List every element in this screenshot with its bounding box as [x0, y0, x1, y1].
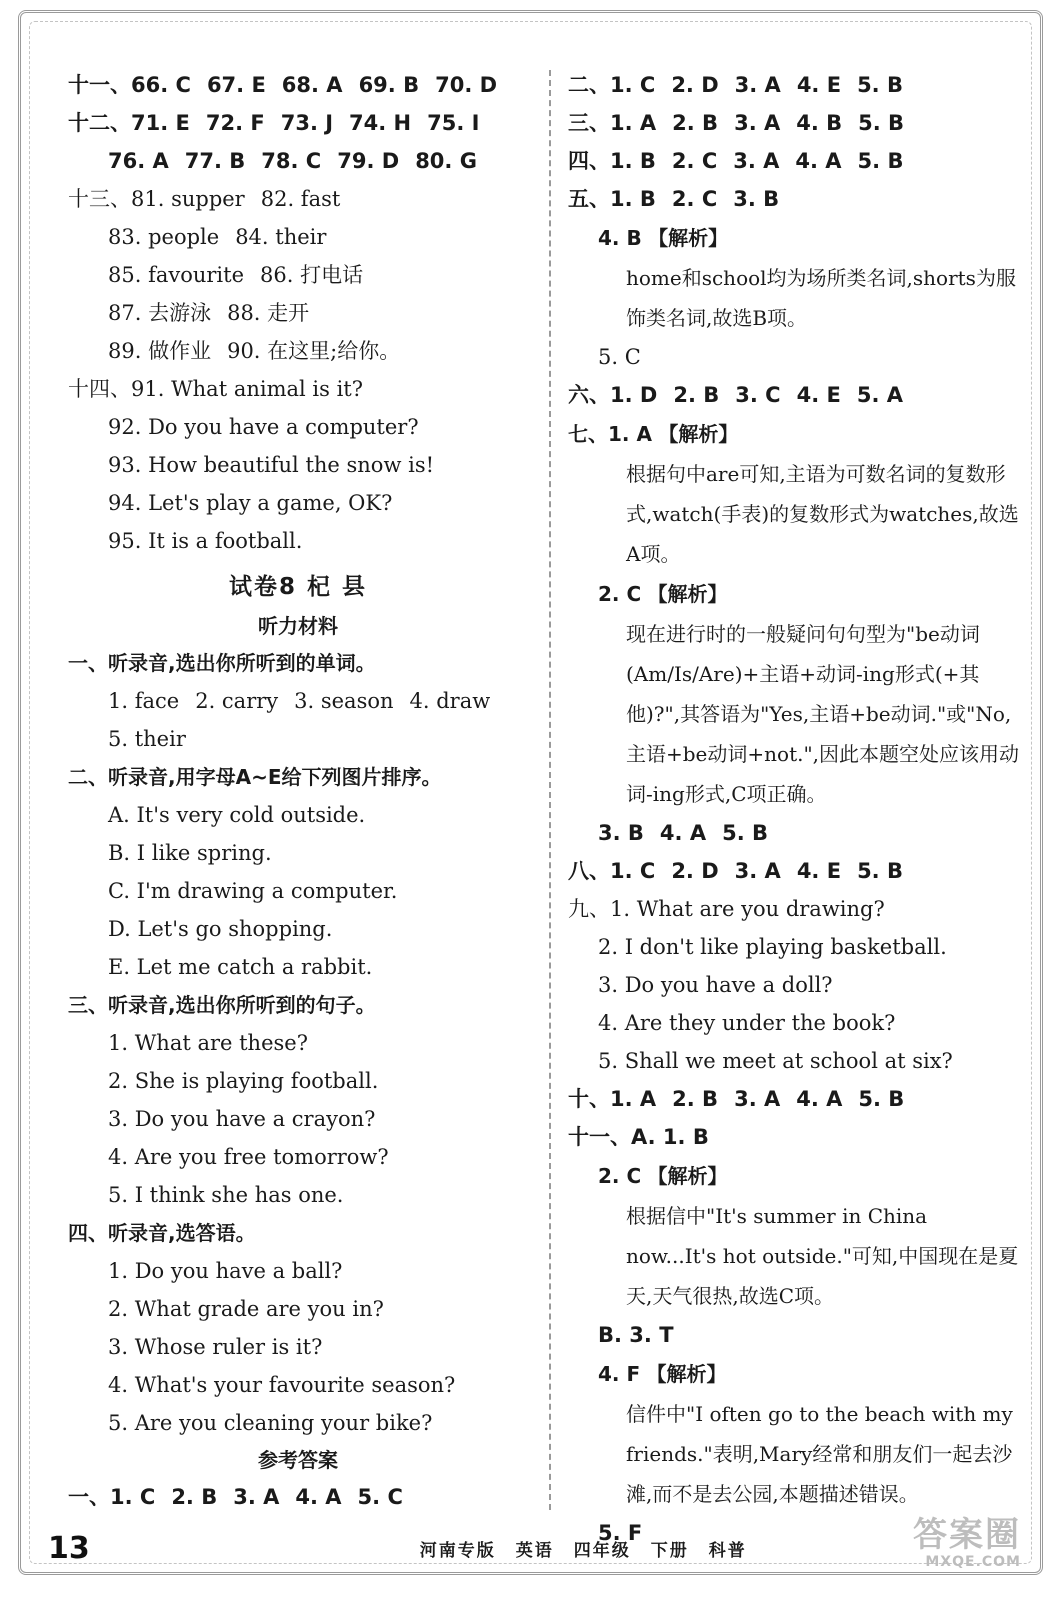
listening-title: 听力材料: [258, 614, 338, 638]
watermark-url: MXQE.COM: [925, 1554, 1021, 1570]
explanation-answer: 4. B: [598, 226, 642, 250]
answer: 5. B: [857, 859, 903, 883]
answer-1: 一、1. C: [68, 1485, 156, 1509]
answer-73: 73. J: [280, 111, 334, 135]
s4-item: 2. What grade are you in?: [108, 1297, 384, 1321]
answer: 4. A: [796, 1087, 843, 1111]
s1-item: 5. their: [108, 727, 186, 751]
answer: 2. D: [671, 859, 719, 883]
s3-item: 3. Do you have a crayon?: [108, 1107, 376, 1131]
answer: 2. B: [672, 111, 719, 135]
answer: 八、1. C: [568, 859, 656, 883]
answer: 3. A: [734, 111, 781, 135]
answer-77: 77. B: [184, 149, 246, 173]
answer-69: 69. B: [358, 73, 420, 97]
answer: 5. A: [856, 383, 903, 407]
answer: 十一、A. 1. B: [568, 1125, 709, 1149]
explanation-tag: 【解析】: [646, 1362, 727, 1386]
answer-4: 4. A: [295, 1485, 342, 1509]
answer-5: 5. C: [357, 1485, 403, 1509]
answer-87: 87. 去游泳: [108, 301, 212, 325]
s2-item: B. I like spring.: [108, 841, 272, 865]
page-number: 13: [48, 1530, 90, 1566]
right-column: [568, 66, 1028, 1555]
explanation-text: 根据信中"It's summer in China now...It's hot outside."可知,中国现在是夏天,天气很热,故选C项。: [626, 1204, 1019, 1308]
answer-75: 75. I: [427, 111, 480, 135]
answer-68: 68. A: [281, 73, 343, 97]
answer-67: 67. E: [206, 73, 266, 97]
explanation-answer: 4. F: [598, 1362, 641, 1386]
answer-row-3: [568, 104, 1028, 142]
answer: 4. A: [795, 149, 842, 173]
explanation-answer: 七、1. A: [568, 422, 652, 446]
s2-item: A. It's very cold outside.: [108, 803, 366, 827]
paper-title: 试卷8 杞 县: [228, 574, 368, 600]
answer-row-76-80: [68, 142, 528, 180]
section3-title: 三、听录音,选出你所听到的句子。: [68, 993, 376, 1017]
explanation-tag: 【解析】: [647, 1164, 728, 1188]
answer-86: 86. 打电话: [260, 263, 364, 287]
explanation-text: 现在进行时的一般疑问句句型为"be动词(Am/Is/Are)+主语+动词-ing形式(+其他)?",其答语为"Yes,主语+be动词."或"No,主语+be动词+not.",因此本题空处应该用动词-ing形式,C项正确。: [626, 622, 1020, 806]
answer-84: 84. their: [235, 225, 327, 249]
answer: 3. C: [735, 383, 781, 407]
s2-item: C. I'm drawing a computer.: [108, 879, 398, 903]
answer: 2. C: [671, 187, 718, 211]
book-edition: 河南专版: [419, 1540, 496, 1561]
answer-row-10: [568, 1080, 1028, 1118]
answer-79: 79. D: [337, 149, 400, 173]
answer: 3. A: [733, 149, 780, 173]
explanation-text: home和school均为场所类名词,shorts为服饰类名词,故选B项。: [626, 266, 1016, 330]
answer-90: 90. 在这里;给你。: [227, 339, 401, 363]
explanation-tag: 【解析】: [648, 226, 729, 250]
answer: 3. A: [734, 73, 781, 97]
book-publisher: 科普: [708, 1540, 747, 1561]
s3-item: 2. She is playing football.: [108, 1069, 379, 1093]
answer: 4. Are they under the book?: [598, 1011, 896, 1035]
answer-78: 78. C: [261, 149, 322, 173]
answer: B. 3. T: [598, 1323, 674, 1347]
s4-item: 4. What's your favourite season?: [108, 1373, 456, 1397]
page-footer: [48, 1528, 948, 1568]
answer: 2. I don't like playing basketball.: [598, 935, 947, 959]
answer-81: 十三、81. supper: [68, 187, 245, 211]
answer: 3. B: [598, 821, 644, 845]
answer: 5. B: [722, 821, 768, 845]
s2-item: D. Let's go shopping.: [108, 917, 333, 941]
answer-91: 十四、91. What animal is it?: [68, 377, 363, 401]
answer: 2. C: [671, 149, 718, 173]
answer-row-85-86: [68, 256, 528, 294]
answer: 十、1. A: [568, 1087, 657, 1111]
explanation-11-2: [568, 1156, 1028, 1316]
answer-70: 70. D: [435, 73, 498, 97]
answer-row-1: [68, 1478, 528, 1516]
answer: 五、1. B: [568, 187, 656, 211]
s4-item: 5. Are you cleaning your bike?: [108, 1411, 433, 1435]
answer: 3. A: [734, 1087, 781, 1111]
answer-82: 82. fast: [260, 187, 341, 211]
book-subject: 英语: [515, 1540, 554, 1561]
section1-title: 一、听录音,选出你所听到的单词。: [68, 651, 376, 675]
section1-items: [68, 682, 528, 720]
answer-row-71-75: [68, 104, 528, 142]
s1-item: 4. draw: [409, 689, 491, 713]
answer: 4. B: [796, 111, 843, 135]
book-grade: 四年级: [573, 1540, 631, 1561]
answer: 四、1. B: [568, 149, 656, 173]
answer-76: 76. A: [108, 149, 169, 173]
s4-item: 3. Whose ruler is it?: [108, 1335, 323, 1359]
explanation-text: 根据句中are可知,主语为可数名词的复数形式,watch(手表)的复数形式为watches,故选A项。: [626, 462, 1019, 566]
s3-item: 1. What are these?: [108, 1031, 308, 1055]
answer-row-4: [568, 142, 1028, 180]
answer: 六、1. D: [568, 383, 658, 407]
answer: 5. B: [857, 73, 903, 97]
answer-74: 74. H: [349, 111, 412, 135]
s2-item: E. Let me catch a rabbit.: [108, 955, 373, 979]
answer: 3. Do you have a doll?: [598, 973, 833, 997]
answer: 2. D: [671, 73, 719, 97]
answer-row-83-84: [68, 218, 528, 256]
answer: 5. C: [598, 345, 641, 369]
answer-row-7: [568, 814, 1028, 852]
explanation-11-4: [568, 1354, 1028, 1514]
answer-93: 93. How beautiful the snow is!: [108, 453, 435, 477]
s1-item: 1. face: [108, 689, 180, 713]
answer: 九、1. What are you drawing?: [568, 897, 885, 921]
answer-row-8: [568, 852, 1028, 890]
answer-85: 85. favourite: [108, 263, 245, 287]
answer-row-87-88: [68, 294, 528, 332]
answer-3: 3. A: [233, 1485, 280, 1509]
answer-row-89-90: [68, 332, 528, 370]
answer-80: 80. G: [415, 149, 477, 173]
answer-88: 88. 走开: [227, 301, 310, 325]
s1-item: 3. season: [294, 689, 394, 713]
answer: 5. B: [858, 1087, 905, 1111]
answer: 5. F: [598, 1521, 643, 1545]
answers-title: 参考答案: [258, 1448, 338, 1472]
section2-title: 二、听录音,用字母A~E给下列图片排序。: [68, 765, 442, 789]
section4-title: 四、听录音,选答语。: [68, 1221, 256, 1245]
answer-94: 94. Let's play a game, OK?: [108, 491, 393, 515]
answer: 4. E: [796, 73, 842, 97]
s3-item: 4. Are you free tomorrow?: [108, 1145, 389, 1169]
explanation-7-2: [568, 574, 1028, 814]
answer: 2. B: [672, 1087, 719, 1111]
answer: 2. B: [673, 383, 720, 407]
answer-95: 95. It is a football.: [108, 529, 303, 553]
answer: 三、1. A: [568, 111, 657, 135]
explanation-answer: 2. C: [598, 1164, 642, 1188]
s1-item: 2. carry: [195, 689, 279, 713]
answer-row-66-70: [68, 66, 528, 104]
column-divider: [549, 70, 551, 1510]
answer-71: 十二、71. E: [68, 111, 190, 135]
book-info: [420, 1536, 767, 1561]
answer-2: 2. B: [171, 1485, 218, 1509]
answer-row-81-82: [68, 180, 528, 218]
answer: 4. E: [796, 859, 842, 883]
answer-66: 十一、66. C: [68, 73, 191, 97]
explanation-text: 信件中"I often go to the beach with my friends."表明,Mary经常和朋友们一起去沙滩,而不是去公园,本题描述错误。: [626, 1402, 1013, 1506]
s4-item: 1. Do you have a ball?: [108, 1259, 343, 1283]
explanation-7-1: [568, 414, 1028, 574]
answer-92: 92. Do you have a computer?: [108, 415, 419, 439]
answer: 4. E: [796, 383, 841, 407]
explanation-5-4: [568, 218, 1028, 338]
answer-72: 72. F: [205, 111, 265, 135]
answer: 5. Shall we meet at school at six?: [598, 1049, 953, 1073]
answer: 4. A: [659, 821, 707, 845]
explanation-tag: 【解析】: [658, 422, 739, 446]
watermark-logo: [871, 1516, 1021, 1574]
book-volume: 下册: [650, 1540, 689, 1561]
answer: 5. B: [858, 111, 905, 135]
answer-89: 89. 做作业: [108, 339, 212, 363]
explanation-tag: 【解析】: [647, 582, 728, 606]
answer-row-6: [568, 376, 1028, 414]
answer: 3. A: [734, 859, 781, 883]
answer-83: 83. people: [108, 225, 220, 249]
answer-row-2: [568, 66, 1028, 104]
s3-item: 5. I think she has one.: [108, 1183, 344, 1207]
explanation-answer: 2. C: [598, 582, 642, 606]
answer: 3. B: [733, 187, 780, 211]
answer: 5. B: [857, 149, 904, 173]
left-column: [68, 66, 528, 1516]
answer-row-5: [568, 180, 1028, 218]
watermark-text: 答案圈: [913, 1515, 1021, 1555]
answer: 二、1. C: [568, 73, 656, 97]
